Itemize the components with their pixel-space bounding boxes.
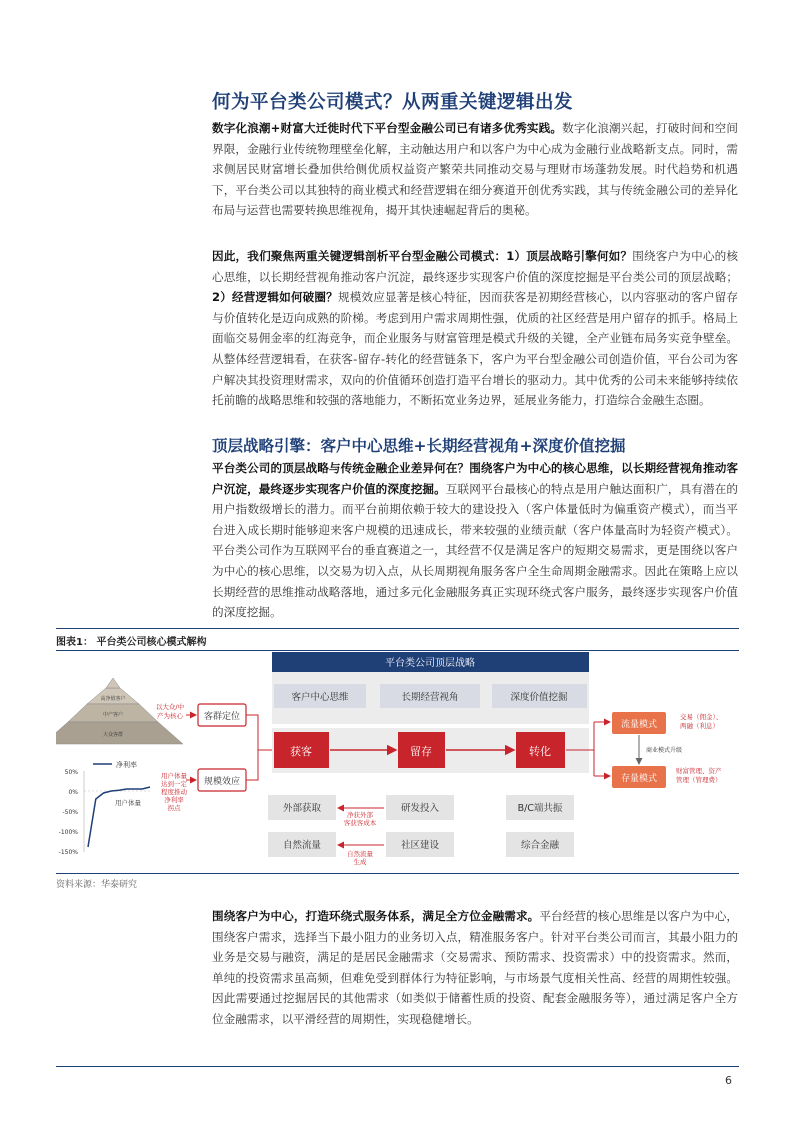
left-box-scale-label: 规模效应 (203, 777, 241, 787)
chart-ytick-3: -50% (62, 809, 78, 816)
left-note-1b: 产为核心 (157, 712, 183, 720)
figure-source: 资料来源：华泰研究 (56, 880, 138, 890)
paragraph-1-body: 数字化浪潮兴起，打破时间和空间界限，金融行业传统物理壁垒化解，主动触达用户和以客户为中心成为金融行业战略新支点。同时，需求侧居民财富增长叠加供给侧优质权益资产繁荣共同推动交易与理财市场蓬勃发展。时代趋势和机遇下，平台类公司以其独特的商业模式和经营逻辑在细分赛道开创优秀实践，其与传统金融公司的差异化布局与运营也需要转换思维视角，揭开其快速崛起背后的奥秘。 (212, 121, 738, 218)
paragraph-4-lead: 围绕客户为中心，打造环绕式服务体系，满足全方位金融需求。 (212, 909, 540, 923)
mid-note-1b: 客获客成本 (343, 819, 377, 827)
bottom-label-4: 社区建设 (400, 840, 440, 851)
chart-series-line (88, 787, 150, 847)
pyramid-label-bottom: 大众客群 (102, 732, 124, 738)
left-box-positioning-label: 客群定位 (203, 712, 241, 722)
figure-title: 图表1： 平台类公司核心模式解构 (56, 637, 207, 648)
paragraph-2-body-1: 围绕客户为中心的核心思维，以长期经营视角推动客户沉淀，最终逐步实现客户价值的深度挖掘是平台类公司的顶层战略； (212, 249, 738, 284)
figure-bottom-rule (56, 873, 739, 874)
chart-ytick-4: -100% (58, 829, 78, 836)
paragraph-3-body: 互联网平台最核心的特点是用户触达面积广，具有潜在的用户指数级增长的潜力。而平台前期依赖于较大的建设投入（客户体量低时为偏重资产模式），而当平台进入成长期时能够迎来客户规模的迅速成长，带来较强的业绩贡献（客户体量高时为轻资产模式）。平台类公司作为互联网平台的垂直赛道之一，其经营不仅是满足客户的短期交易需求，更是围绕以客户为中心的核心思维，以交易为切入点，从长周期视角服务客户全生命周期金融需求。因此在策略上应以长期经营的思维推动战略落地，通过多元化金融服务真正实现环绕式客户服务，最终逐步实现客户价值的深度挖掘。 (212, 481, 738, 620)
paragraph-4-body: 平台经营的核心思维是以客户为中心，围绕客户需求，选择当下最小阻力的业务切入点，精准服务客户。针对平台类公司而言，其最小阻力的业务是交易与融资，满足的是居民金融需求（交易需求、预防需求、投资需求）中的投资需求。然而，单纯的投资需求虽高频，但难免受到群体行为特征影响，与市场景气度相关性高、经营的周期性较强。因此需要通过挖掘居民的其他需求（如类似于储蓄性质的投资、配套金融服务等），通过满足客户全方位金融需求，以平滑经营的周期性，实现稳健增长。 (212, 909, 738, 1026)
bottom-label-1: 外部获取 (282, 803, 322, 814)
right-note-1a: 交易（佣金）、 (680, 713, 723, 721)
subsection-heading: 顶层战略引擎：客户中心思维+长期经营视角+深度价值挖掘 (212, 437, 626, 455)
chain-label-acquire: 获客 (290, 745, 312, 758)
bottom-label-6: 综合金融 (520, 840, 560, 851)
mid-note-2a: 自然流量 (347, 850, 373, 858)
paragraph-3-lead: 平台类公司的顶层战略与传统金融企业差异何在？围绕客户为中心的核心思维，以长期经营视角推动客户沉淀，最终逐步实现客户价值的深度挖掘。 (212, 461, 738, 496)
pyramid-label-top: 高净值客户 (100, 696, 126, 702)
right-box-flow-label: 流量模式 (620, 720, 658, 730)
figure-top-rule (56, 628, 739, 629)
core-model-diagram (56, 650, 739, 872)
pyramid-top-cap (106, 678, 120, 688)
bottom-label-3: 研发投入 (400, 803, 440, 814)
profit-margin-chart (59, 760, 150, 856)
left-connector-1 (246, 715, 272, 750)
paragraph-1-lead: 数字化浪潮+财富大迁徙时代下平台型金融公司已有诸多优秀实践。 (212, 121, 563, 135)
footer-rule (56, 1066, 739, 1067)
paragraph-2-lead-2: 2）经营逻辑如何破圈？ (212, 290, 338, 305)
right-note-2a: 财富管理、资产 (676, 767, 722, 775)
left-note-2e: 拐点 (167, 804, 181, 812)
left-note-2c: 程度推动 (161, 788, 187, 796)
left-connector-2 (246, 750, 258, 780)
strategy-label-1: 客户中心思维 (291, 692, 349, 703)
chart-ytick-2: 0% (68, 789, 78, 796)
mid-note-1a: 净获外部 (347, 811, 373, 819)
chart-legend-label: 净利率 (116, 761, 137, 769)
top-strategy-label: 平台类公司顶层战略 (385, 658, 475, 669)
right-note-2b: 管理（管理费） (676, 776, 722, 784)
right-box-stock-label: 存量模式 (620, 774, 658, 784)
bottom-label-5: B/C端共振 (517, 803, 563, 814)
paragraph-1 (212, 118, 738, 221)
section-heading: 何为平台类公司模式？从两重关键逻辑出发 (212, 92, 574, 113)
strategy-label-2: 长期经营视角 (401, 692, 459, 703)
bottom-label-2: 自然流量 (282, 840, 322, 851)
chart-ytick-5: -150% (58, 849, 78, 856)
paragraph-2-lead-1: 因此，我们聚焦两重关键逻辑剖析平台型金融公司模式：1）顶层战略引擎何如？ (212, 249, 633, 263)
chain-label-convert: 转化 (529, 745, 551, 758)
pyramid-label-mid: 中产客户 (102, 712, 124, 718)
strategy-label-3: 深度价值挖掘 (510, 692, 568, 703)
paragraph-4 (212, 906, 738, 1030)
chart-ytick-1: 50% (64, 769, 78, 776)
mid-note-2b: 生成 (353, 858, 367, 866)
page-number: 6 (725, 1074, 732, 1087)
chain-label-retain: 留存 (410, 745, 432, 758)
chart-xlabel: 用户体量 (115, 799, 141, 807)
paragraph-2-body-2: 规模效应显著是核心特征，因而获客是初期经营核心，以内容驱动的客户留存与价值转化是迈向成熟的阶梯。考虑到用户需求周期性强，优质的社区经营是用户留存的抓手。格局上面临交易佣金率的红海竞争，而企业服务与财富管理是模式升级的关键，全产业链布局务实竞争壁垒。从整体经营逻辑看，在获客-留存-转化的经营链条下，客户为平台型金融公司创造价值，平台公司为客户解决其投资理财需求，双向的价值循环创造打造平台增长的驱动力。其中优秀的公司未来能够持续依托前瞻的战略思维和较强的落地能力，不断拓宽业务边界，延展业务能力，打造综合金融生态圈。 (212, 290, 738, 408)
left-note-2d: 净利率 (164, 796, 184, 804)
paragraph-3 (212, 458, 738, 623)
left-note-2a: 用户体量 (161, 772, 187, 780)
paragraph-2 (212, 246, 738, 411)
left-note-1a: 以大众/中 (155, 703, 185, 711)
left-note-2b: 达到一定 (161, 780, 187, 788)
upgrade-label: 商业模式升级 (646, 747, 683, 754)
right-note-1b: 两融（利息） (680, 722, 719, 730)
